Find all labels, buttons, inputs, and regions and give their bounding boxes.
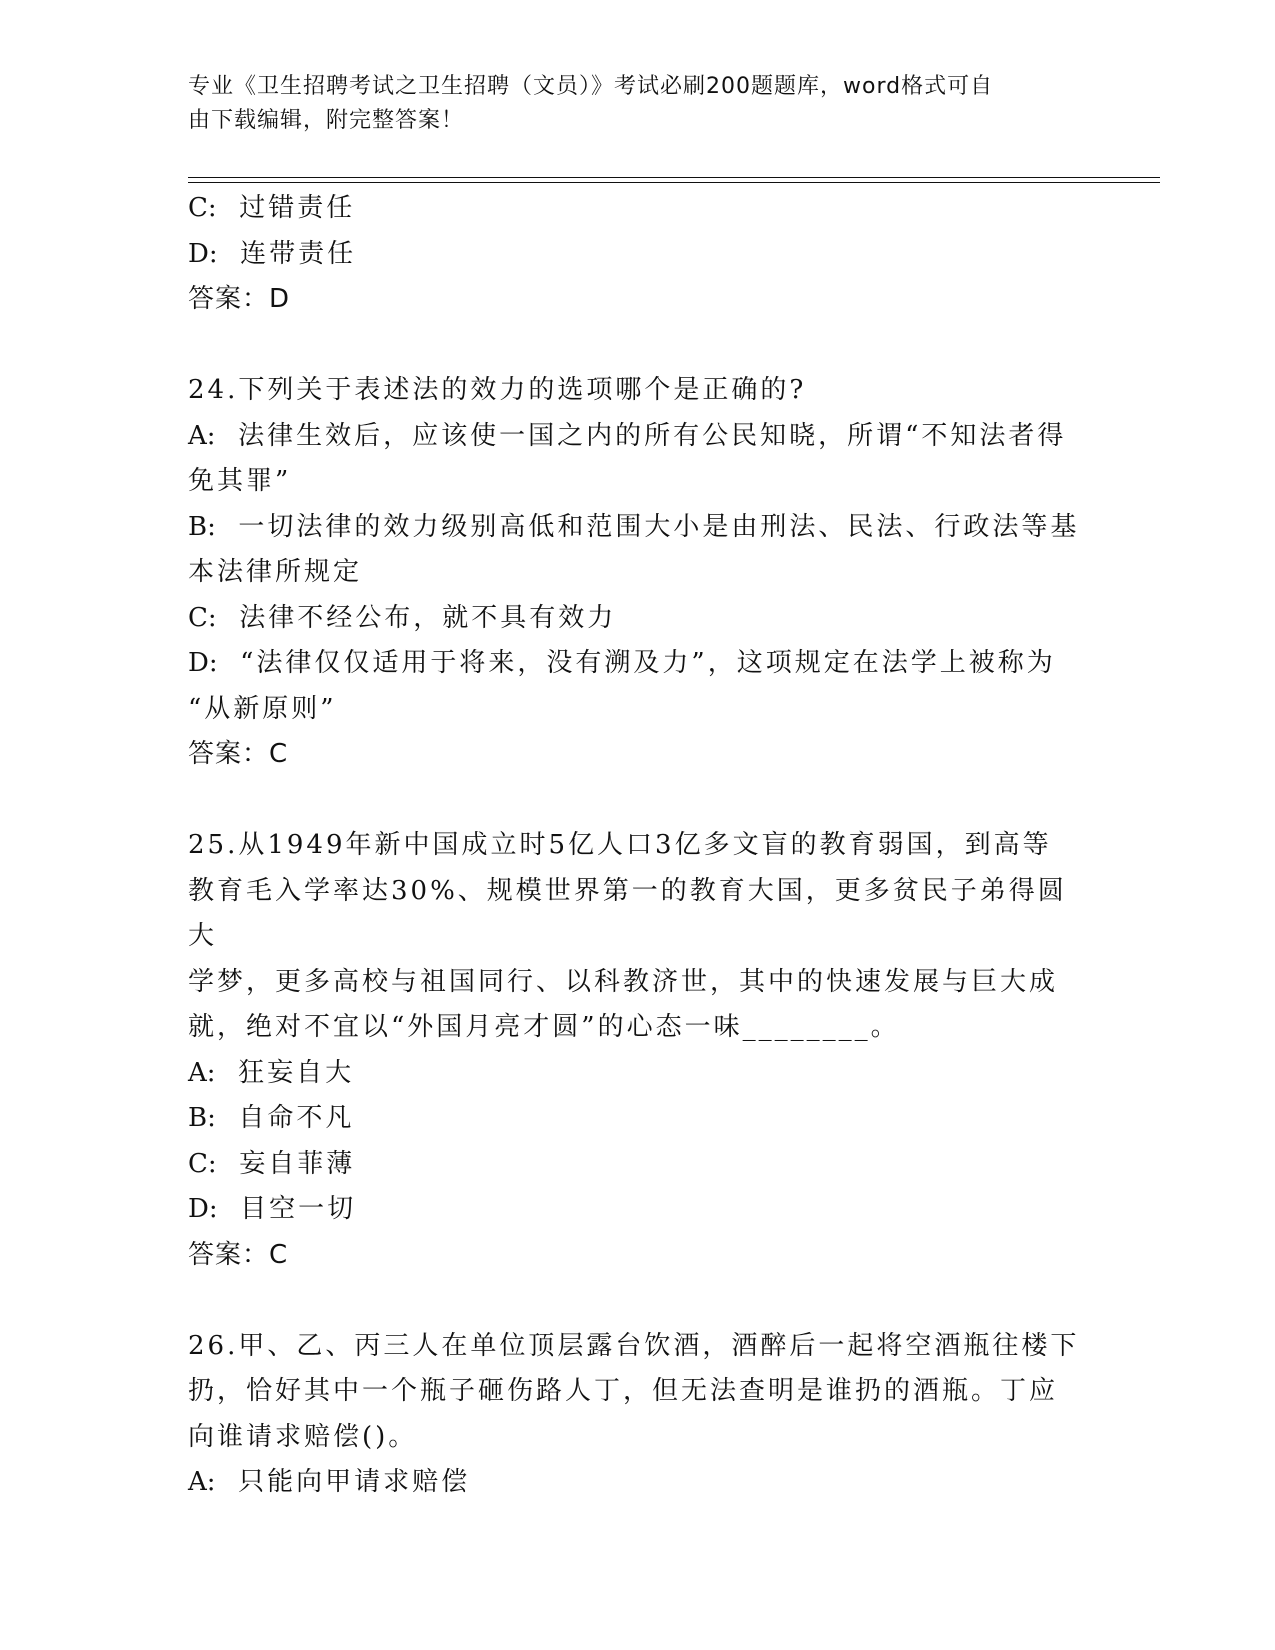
answer-line: 答案：C	[188, 1239, 289, 1270]
option-a-cont: 免其罪”	[188, 466, 292, 496]
option-b: B: 自命不凡	[188, 1103, 355, 1133]
spacer	[188, 1278, 1088, 1324]
option-c: C: 妄自菲薄	[188, 1148, 356, 1179]
header-line-1: 专业《卫生招聘考试之卫生招聘（文员）》考试必刷200题题库，word格式可自	[188, 74, 994, 99]
question-text: 扔，恰好其中一个瓶子砸伤路人丁，但无法查明是谁扔的酒瓶。丁应	[188, 1376, 1059, 1406]
option-a: A: 法律生效后，应该使一国之内的所有公民知晓，所谓“不知法者得	[188, 420, 1067, 451]
question-text: 24.下列关于表述法的效力的选项哪个是正确的?	[188, 375, 807, 405]
option-c: C: 法律不经公布，就不具有效力	[188, 602, 617, 633]
question-text: 教育毛入学率达30%、规模世界第一的教育大国，更多贫民子弟得圆大	[188, 875, 1067, 951]
spacer	[188, 323, 1088, 369]
question-25	[188, 823, 1088, 1278]
option-d: D: “法律仅仅适用于将来，没有溯及力”，这项规定在法学上被称为	[188, 648, 1056, 678]
question-text: 向谁请求赔偿()。	[188, 1421, 418, 1452]
answer-line: 答案：C	[188, 739, 289, 769]
document-header	[188, 70, 1088, 138]
option-a: A: 只能向甲请求赔偿	[188, 1467, 471, 1497]
question-26	[188, 1324, 1088, 1506]
question-24	[188, 368, 1088, 778]
option-d: D: 目空一切	[188, 1194, 357, 1224]
option-a: A: 狂妄自大	[188, 1057, 355, 1088]
header-rule-top	[188, 177, 1160, 178]
question-text: 26.甲、乙、丙三人在单位顶层露台饮酒，酒醉后一起将空酒瓶往楼下	[188, 1330, 1080, 1361]
question-content	[188, 186, 1088, 1506]
question-text: 学梦，更多高校与祖国同行、以科教济世，其中的快速发展与巨大成	[188, 966, 1059, 997]
option-d-cont: “从新原则”	[188, 693, 337, 724]
question-text: 就，绝对不宜以“外国月亮才圆”的心态一味________。	[188, 1012, 900, 1042]
continued-question	[188, 186, 1088, 323]
header-line-2: 由下载编辑，附完整答案！	[188, 108, 465, 133]
header-rule-bottom	[188, 182, 1160, 183]
spacer	[188, 778, 1088, 824]
option-c: C: 过错责任	[188, 193, 356, 223]
option-b-cont: 本法律所规定	[188, 557, 363, 587]
option-d: D: 连带责任	[188, 238, 357, 269]
answer-line: 答案：D	[188, 284, 291, 314]
question-text: 25.从1949年新中国成立时5亿人口3亿多文盲的教育弱国，到高等	[188, 830, 1052, 860]
option-b: B: 一切法律的效力级别高低和范围大小是由刑法、民法、行政法等基	[188, 511, 1080, 542]
